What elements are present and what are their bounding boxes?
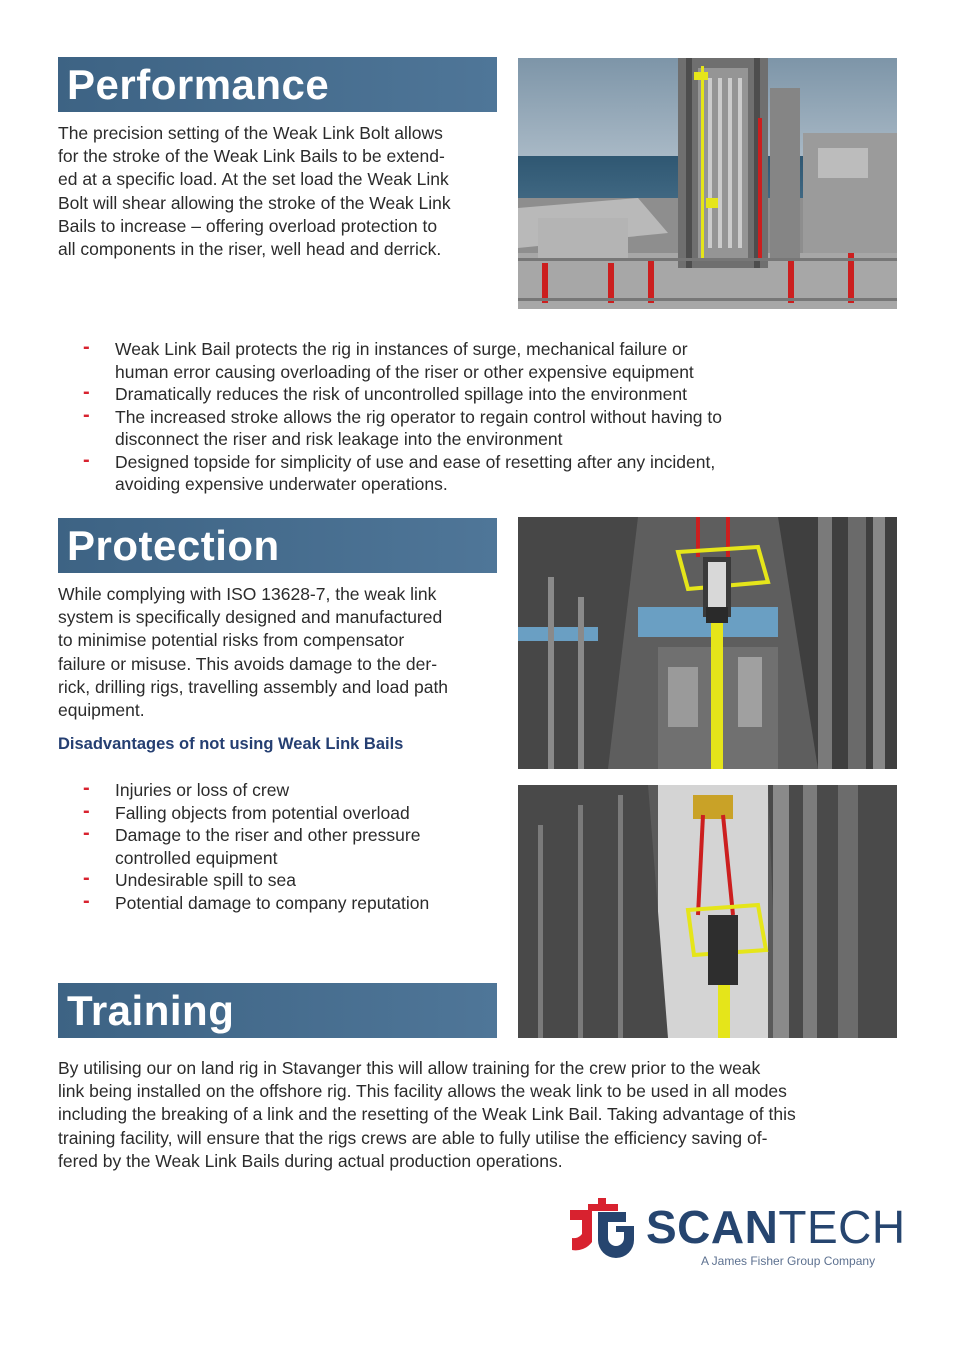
training-heading: Training [58, 983, 497, 1038]
dash-bullet-icon: - [83, 777, 90, 799]
weak-link-closeup-render-image [518, 517, 897, 769]
dash-bullet-icon: - [83, 799, 90, 822]
dash-bullet-icon: - [83, 822, 90, 844]
dash-bullet-icon: - [83, 403, 90, 426]
performance-heading: Performance [58, 57, 497, 112]
list-item: - Undesirable spill to sea [83, 867, 296, 890]
dash-bullet-icon: - [83, 867, 90, 889]
list-item: - Damage to the riser and other pressure controlled equipment [83, 822, 421, 868]
dash-bullet-icon: - [83, 448, 90, 471]
list-item: - The increased stroke allows the rig operator to regain control without having to disconnect the riser and risk leakage into the environment [83, 403, 722, 449]
scantech-logo [568, 1196, 906, 1271]
derrick-view-render-image [518, 785, 897, 1038]
performance-paragraph: The precision setting of the Weak Link Bolt allows for the stroke of the Weak Link Bails to be extend- ed at a specific load. At the set load the Weak Link Bolt will shear allowing the stroke of the Weak Link Bails to increase – offering overload protection to all components in the riser, well head and derrick. [58, 123, 451, 260]
offshore-rig-render-image [518, 58, 897, 309]
list-item: - Dramatically reduces the risk of uncontrolled spillage into the environment [83, 381, 687, 404]
protection-paragraph: While complying with ISO 13628-7, the weak link system is specifically designed and manufactured to minimise potential risks from compensator failure or misuse. This avoids damage to the der- rick, drilling rigs, travelling assembly and load path equipment. [58, 584, 449, 721]
protection-heading: Protection [58, 518, 497, 573]
list-item: - Weak Link Bail protects the rig in instances of surge, mechanical failure or human error causing overloading of the riser or other expensive equipment [83, 336, 694, 382]
logo-tagline: A James Fisher Group Company [701, 1254, 876, 1268]
jfs-monogram-logo-icon [568, 1198, 638, 1260]
list-item: - Potential damage to company reputation [83, 889, 430, 913]
training-paragraph: By utilising our on land rig in Stavanger this will allow training for the crew prior to the weak link being installed on the offshore rig. This facility allows the weak link to be used in all modes including the breaking of a link and the resetting of the Weak Link Bail. Taking advantage of this training facility, will ensure that the rigs crews are able to fully utilise the efficiency saving of- fered by the Weak Link Bails during actual production operations. [58, 1058, 796, 1171]
dash-bullet-icon: - [83, 889, 90, 912]
disadvantages-list [58, 779, 498, 914]
dash-bullet-icon: - [83, 336, 90, 358]
logo-wordmark: SCANTECH [646, 1201, 906, 1253]
benefits-list [58, 338, 918, 496]
list-item: - Injuries or loss of crew [83, 777, 290, 800]
dash-bullet-icon: - [83, 381, 90, 403]
list-item: - Falling objects from potential overload [83, 799, 410, 823]
list-item: - Designed topside for simplicity of use and ease of resetting after any incident, avoiding expensive underwater operations. [83, 448, 716, 494]
disadvantages-subheading: Disadvantages of not using Weak Link Bails [58, 735, 404, 753]
